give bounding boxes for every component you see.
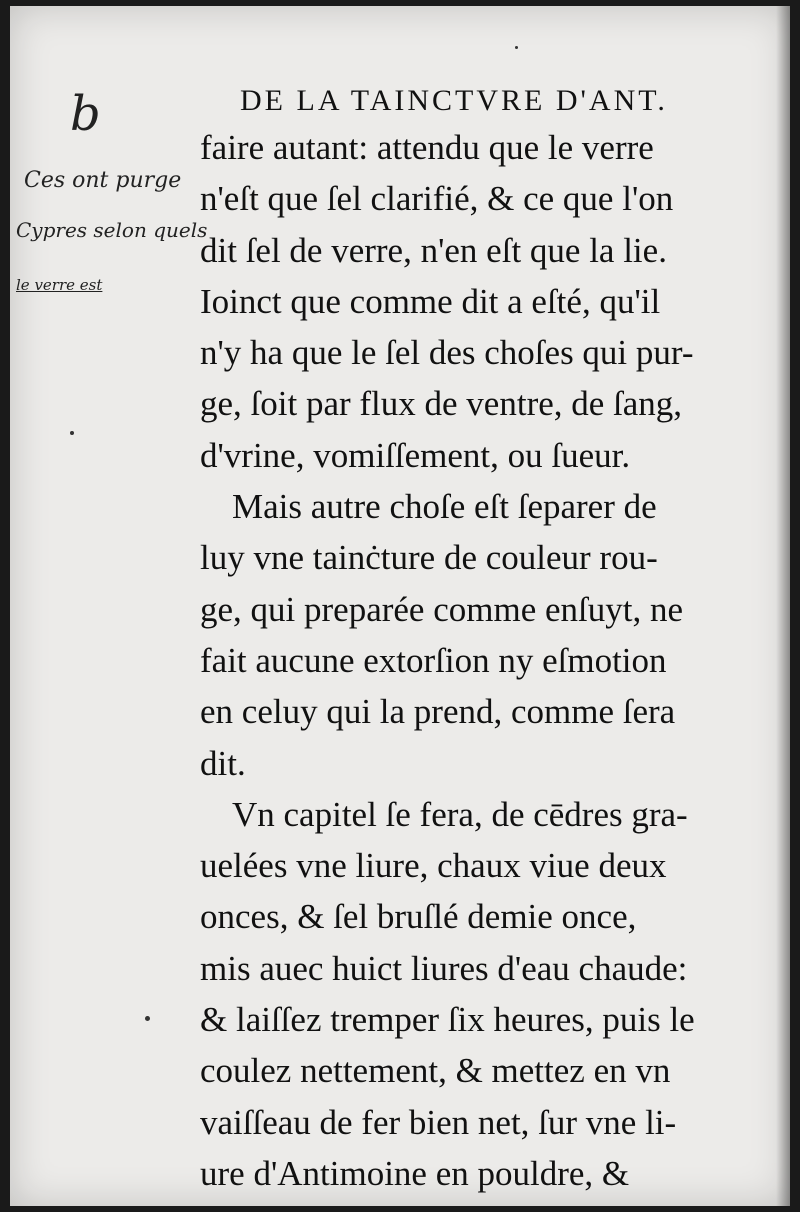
text-line: & laiſſez tremper ſix heures, puis le <box>200 1000 695 1040</box>
text-line: d'vrine, vomiſſement, ou ſueur. <box>200 435 631 475</box>
text-line: Vn capitel ſe fera, de cēdres gra- <box>232 794 688 834</box>
book-page <box>10 6 790 1206</box>
text-line: coulez nettement, & mettez en vn <box>200 1051 671 1091</box>
text-line: dit. <box>200 743 246 783</box>
text-line: vaiſſeau de fer bien net, ſur vne li- <box>200 1102 677 1142</box>
text-line: mis auec huict liures d'eau chaude: <box>200 948 688 988</box>
body-text <box>200 122 770 1199</box>
ink-speck <box>70 431 74 435</box>
margin-note: b <box>70 86 101 142</box>
margin-note: Ces ont purge <box>24 168 182 193</box>
ink-speck <box>515 46 518 49</box>
text-line: ge, qui preparée comme enſuyt, ne <box>200 589 683 629</box>
ink-speck <box>145 1016 150 1021</box>
text-line: n'y ha que le ſel des choſes qui pur- <box>200 333 694 373</box>
text-line: dit ſel de verre, n'en eſt que la lie. <box>200 230 667 270</box>
text-line: ure d'Antimoine en pouldre, & <box>200 1153 630 1193</box>
margin-note: Cypres selon quels <box>16 218 208 242</box>
text-line: Ioinct que comme dit a eſté, qu'il <box>200 281 661 321</box>
text-line: n'eſt que ſel clarifié, & ce que l'on <box>200 179 674 219</box>
text-line: onces, & ſel bruſlé demie once, <box>200 897 637 937</box>
text-line: luy vne tainċture de couleur rou- <box>200 538 658 578</box>
running-header: DE LA TAINCTVRE D'ANT. <box>240 84 668 117</box>
margin-note: le verre est <box>16 276 103 294</box>
text-line: faire autant: attendu que le verre <box>200 128 654 167</box>
text-line: Mais autre choſe eſt ſeparer de <box>232 487 657 527</box>
text-line: en celuy qui la prend, comme ſera <box>200 692 676 732</box>
text-line: fait aucune extorſion ny eſmotion <box>200 640 667 680</box>
margin-annotations <box>10 6 208 326</box>
text-line: uelées vne liure, chaux viue deux <box>200 846 667 886</box>
text-line: ge, ſoit par flux de ventre, de ſang, <box>200 384 683 424</box>
